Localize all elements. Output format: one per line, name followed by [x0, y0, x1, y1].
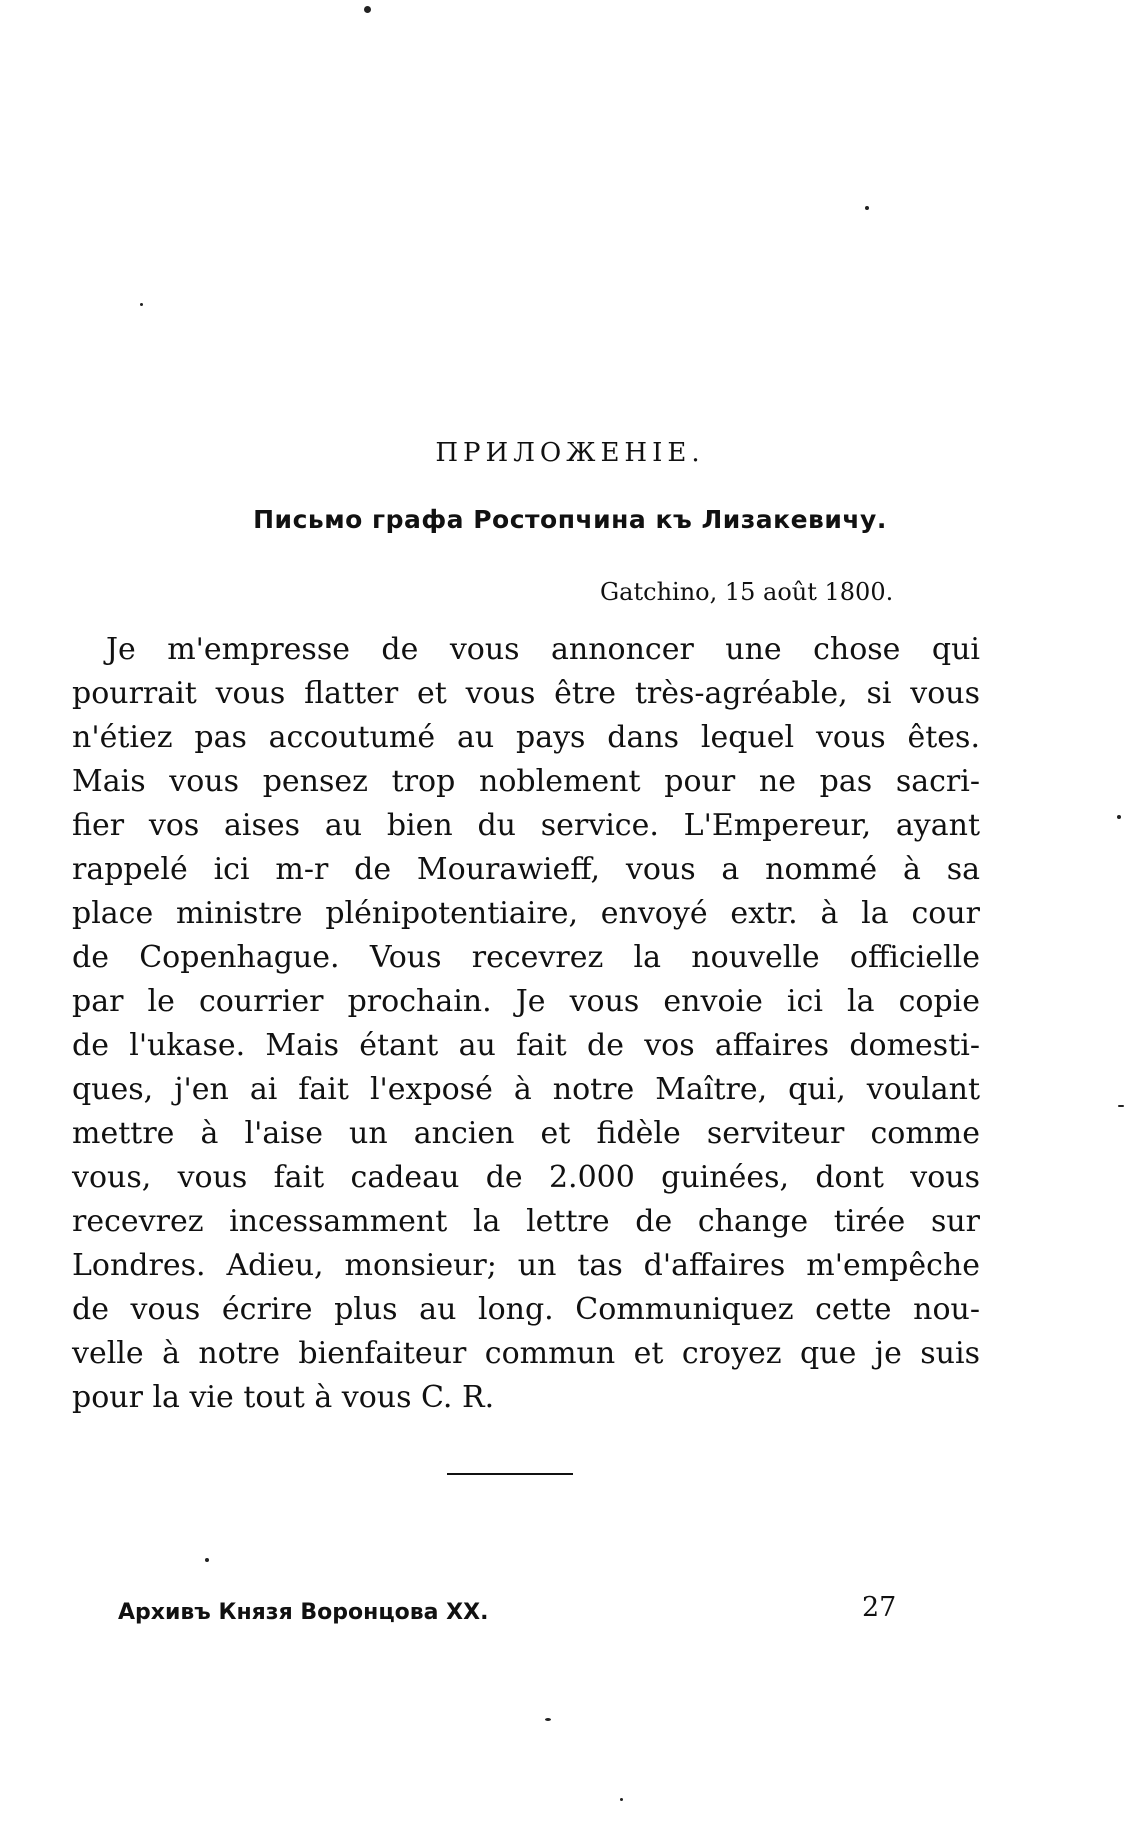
letter-body — [72, 628, 980, 1420]
letter-line: place ministre plénipotentiaire, envoyé extr. à la cour — [72, 896, 980, 931]
footer-title: Архивъ Князя Воронцова XX. — [118, 1600, 489, 1625]
letter-line: rappelé ici m-r de Mourawieff, vous a nommé à sa — [72, 852, 980, 887]
letter-line: n'étiez pas accoutumé au pays dans lequel vous êtes. — [72, 720, 980, 755]
letter-line: pourrait vous flatter et vous être très-agréable, si vous — [72, 676, 980, 711]
appendix-heading: ПРИЛОЖЕНІЕ. — [435, 438, 705, 468]
scan-speck — [1117, 815, 1121, 819]
scan-speck — [620, 1798, 623, 1801]
letter-line: velle à notre bienfaiteur commun et croyez que je suis — [72, 1336, 980, 1371]
letter-line: fier vos aises au bien du service. L'Empereur, ayant — [72, 808, 980, 843]
scan-speck — [545, 1718, 551, 1721]
letter-line: Je m'empresse de vous annoncer une chose qui — [106, 632, 980, 667]
letter-line: de vous écrire plus au long. Communiquez cette nou- — [72, 1292, 980, 1327]
letter-line: Londres. Adieu, monsieur; un tas d'affaires m'empêche — [72, 1248, 980, 1283]
scan-speck — [364, 6, 371, 13]
letter-line: ques, j'en ai fait l'exposé à notre Maître, qui, voulant — [72, 1072, 980, 1107]
letter-line: vous, vous fait cadeau de 2.000 guinées, dont vous — [72, 1160, 980, 1195]
letter-line: de l'ukase. Mais étant au fait de vos affaires domesti- — [72, 1028, 980, 1063]
letter-subtitle: Письмо графа Ростопчина къ Лизакевичу. — [253, 505, 887, 534]
letter-line: par le courrier prochain. Je vous envoie ici la copie — [72, 984, 980, 1019]
letter-line: de Copenhague. Vous recevrez la nouvelle officielle — [72, 940, 980, 975]
letter-line: mettre à l'aise un ancien et fidèle serviteur comme — [72, 1116, 980, 1151]
dateline: Gatchino, 15 août 1800. — [600, 578, 894, 606]
letter-line: pour la vie tout à vous C. R. — [72, 1380, 495, 1415]
letter-line: Mais vous pensez trop noblement pour ne pas sacri- — [72, 764, 980, 799]
scan-speck — [140, 303, 143, 306]
scan-speck — [205, 1558, 209, 1562]
divider-rule — [447, 1473, 573, 1475]
letter-line: recevrez incessamment la lettre de change tirée sur — [72, 1204, 980, 1239]
page-number: 27 — [862, 1592, 897, 1623]
scan-speck — [865, 206, 869, 210]
scan-speck — [1118, 1105, 1124, 1107]
